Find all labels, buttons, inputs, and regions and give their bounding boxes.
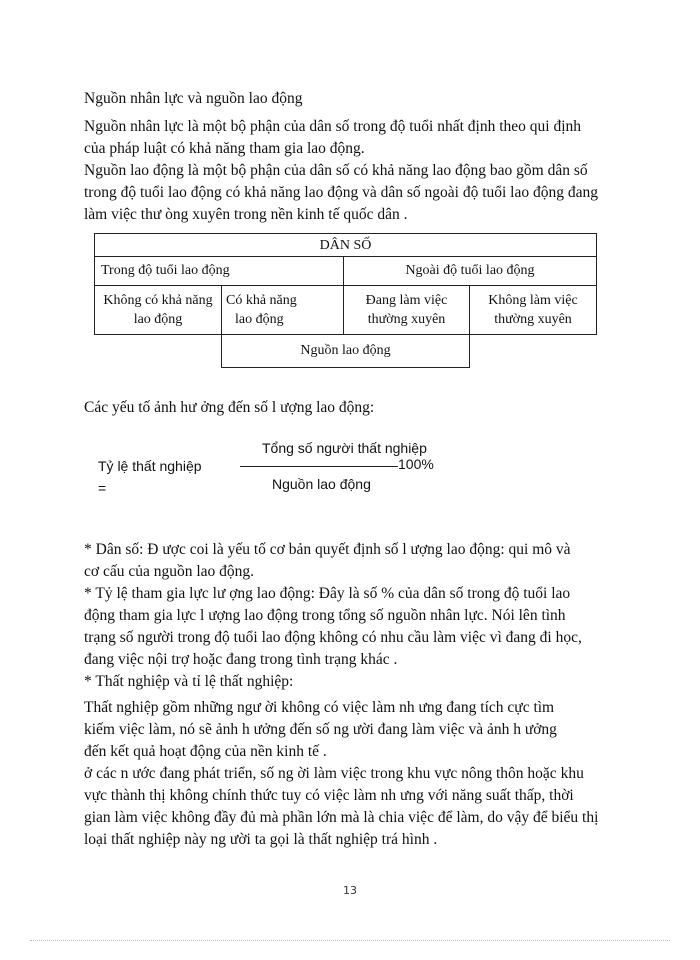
no-ability-line1: Không có khả năng — [103, 293, 213, 308]
formula-label-line2: = — [98, 480, 107, 496]
text-line: Nguồn lao động là một bộ phận của dân số có khả năng lao động bao gồm dân số — [84, 162, 588, 179]
text-line: * Thất nghiệp và tỉ lệ thất nghiệp: — [84, 673, 294, 690]
formula-label — [98, 455, 202, 499]
paragraph-human-resources — [84, 116, 614, 160]
table-title: DÂN SỐ — [319, 238, 372, 253]
has-ability-cell — [221, 285, 344, 335]
paragraph-unemployment-heading — [84, 671, 614, 693]
out-age-label: Ngoài độ tuổi lao động — [405, 263, 535, 278]
labor-source-label: Nguồn lao động — [300, 343, 391, 358]
formula-percent: 100% — [398, 456, 434, 472]
no-ability-line2: lao động — [133, 312, 183, 327]
text-line: làm việc thư òng xuyên trong nền kinh tế quốc dân . — [84, 206, 408, 223]
out-age-cell — [343, 256, 597, 286]
text-line: đang việc nội trợ hoặc đang trong tình trạng khác . — [84, 651, 398, 668]
text-line: * Dân số: Đ ược coi là yếu tố cơ bản quyết định số l ượng lao động: qui mô và — [84, 541, 571, 558]
formula-label-line1: Tỷ lệ thất nghiệp — [98, 458, 202, 474]
working-line2: thường xuyên — [367, 312, 446, 327]
in-age-label: Trong độ tuổi lao động — [101, 263, 230, 278]
labor-source-cell — [221, 334, 470, 368]
not-working-line1: Không làm việc — [488, 293, 578, 308]
page-number: 13 — [343, 884, 357, 897]
has-ability-line2: lao động — [235, 312, 284, 327]
text-line: trong độ tuổi lao động có khả năng lao động và dân số ngoài độ tuổi lao động đang — [84, 184, 598, 201]
fraction-bar — [240, 466, 398, 467]
text-line: động tham gia lực l ượng lao động trong tổng số nguồn nhân lực. Nói lên tình — [84, 607, 566, 624]
text-line: vực thành thị không chính thức tuy có việc làm nh ưng với năng suất thấp, thời — [84, 787, 574, 804]
paragraph-participation-rate — [84, 583, 614, 671]
text-line: trạng số người trong độ tuổi lao động không có nhu cầu làm việc vì đang đi học, — [84, 629, 582, 646]
paragraph-unemployment — [84, 697, 614, 763]
text-line: Nguồn nhân lực là một bộ phận của dân số trong độ tuổi nhất định theo qui định — [84, 118, 582, 135]
paragraph-disguised-unemployment — [84, 763, 614, 851]
text-line: ở các n ước đang phát triển, số ng ời làm việc trong khu vực nông thôn hoặc khu — [84, 765, 584, 782]
table-title-cell — [94, 233, 597, 257]
text-line: gian làm việc không đầy đủ mà phần lớn mà là chia việc để làm, do vậy để biểu thị — [84, 809, 599, 826]
text-line: đến kết quả hoạt động của nền kinh tế . — [84, 743, 327, 760]
text-line: cơ cấu của nguồn lao động. — [84, 563, 255, 580]
paragraph-population — [84, 539, 614, 583]
working-line1: Đang làm việc — [365, 293, 448, 308]
formula-numerator: Tổng số người thất nghiệp — [262, 440, 427, 456]
not-working-line2: thường xuyên — [494, 312, 572, 327]
text-line: loại thất nghiệp này ng ười ta gọi là thất nghiệp trá hình . — [84, 831, 438, 848]
text-line: Thất nghiệp gồm những ngư ời không có việc làm nh ưng đang tích cực tìm — [84, 699, 555, 716]
factors-heading-text: Các yếu tố ảnh hư ởng đến số l ượng lao động: — [84, 399, 375, 416]
text-line: kiếm việc làm, nó sẽ ảnh h ưởng đến số ng ười đang làm việc và ảnh h ưởng — [84, 721, 557, 738]
heading-text: Nguồn nhân lực và nguồn lao động — [84, 90, 303, 107]
in-age-cell — [94, 256, 344, 286]
no-ability-cell — [94, 285, 222, 335]
text-line: * Tỷ lệ tham gia lực lư ợng lao động: Đây là số % của dân số trong độ tuổi lao — [84, 585, 571, 602]
footer-divider — [30, 940, 670, 941]
text-line: của pháp luật có khả năng tham gia lao động. — [84, 140, 365, 157]
section-heading — [84, 88, 614, 110]
paragraph-labor-source — [84, 160, 614, 226]
formula-denominator: Nguồn lao động — [272, 476, 371, 492]
factors-heading — [84, 397, 614, 419]
not-working-cell — [469, 285, 597, 335]
working-cell — [343, 285, 470, 335]
has-ability-line1: Có khả năng — [226, 293, 297, 308]
